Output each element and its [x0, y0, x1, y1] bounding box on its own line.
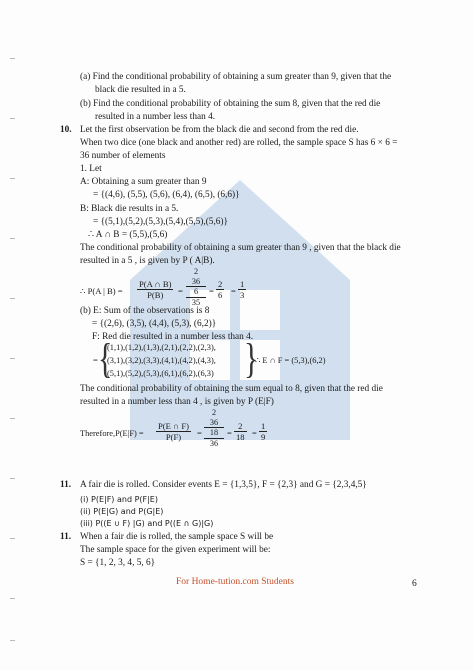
page-number: 6 [412, 579, 417, 589]
margin-mark [10, 58, 15, 59]
compound-fraction: 2 36 6 35 [186, 267, 206, 307]
question-a-line2: black die resulted in a 5. [95, 85, 186, 95]
margin-mark [10, 598, 15, 599]
question-a-line1: (a) Find the conditional probability of obtaining a sum greater than 9, given that the [80, 72, 392, 82]
margin-mark [10, 298, 15, 299]
margin-mark [10, 418, 15, 419]
solution-text: When two dice (one black and another red) are rolled, the sample space S has 6 × 6 = [80, 138, 398, 148]
margin-mark [10, 238, 15, 239]
fraction: $\frac{P(E \cap F)}{P(F)}$ [158, 421, 190, 442]
set-f-row: (5,1),(5,2),(5,3),(6,1),(6,2),(6,3) [107, 369, 214, 378]
margin-mark [10, 118, 15, 119]
fraction: $\frac{1}{9}$ [261, 421, 266, 442]
margin-mark [10, 478, 15, 479]
margin-mark [10, 178, 15, 179]
intersection-ef: ∴ E ∩ F = (5,3),(6,2) [255, 356, 326, 365]
equals-sign: = [178, 286, 183, 296]
equals-sign: = [93, 355, 98, 365]
question-b-line2: resulted in a number less than 4. [95, 112, 216, 122]
margin-mark [10, 538, 15, 539]
equals-sign: = [252, 428, 257, 438]
solution-text: 1. Let [80, 164, 102, 174]
solution-text: B: Black die results in a 5. [80, 204, 179, 214]
solution-text: (b) E: Sum of the observations is 8 [80, 306, 210, 316]
footer-text: For Home-tution.com Students [176, 577, 294, 587]
right-brace: } [244, 336, 259, 383]
fraction: $\frac{1}{3}$ [240, 279, 245, 300]
margin-mark [10, 640, 15, 641]
solution-text: F: Red die resulted in a number less than 4. [92, 332, 254, 342]
set-a: = {(4,6), (5,5), (5,6), (6,4), (6,5), (6,6)} [93, 190, 240, 200]
solution-text: When a fair die is rolled, the sample space S will be [80, 532, 274, 542]
intersection-ab: ∴ A ∩ B = (5,5),(5,6) [88, 230, 168, 240]
solution-text: A: Obtaining a sum greater than 9 [80, 177, 207, 187]
left-brace: { [98, 336, 113, 383]
solution-text: Let the first observation be from the black die and second from the red die. [80, 125, 359, 135]
question-number: 10. [60, 125, 72, 135]
solution-text: The conditional probability of obtaining a sum greater than 9 , given that the black die [80, 243, 401, 253]
question-b-line1: (b) Find the conditional probability of obtaining the sum 8, given that the red die [80, 99, 381, 109]
fraction: $\frac{2}{18}$ [236, 421, 245, 442]
compound-fraction: 2 36 18 36 [204, 408, 224, 448]
solution-text: The sample space for the given experiment will be: [80, 545, 271, 555]
set-b: = {(5,1),(5,2),(5,3),(5,4),(5,5),(5,6)} [93, 217, 228, 227]
question-part: (ii) P(E|G) and P(G|E) [80, 507, 164, 516]
solution-text: resulted in a 5 , is given by P ( A|B). [80, 256, 215, 266]
fraction: $\frac{2}{6}$ [218, 279, 223, 300]
fraction: $\frac{P(A \cap B)}{P(B)}$ [139, 279, 172, 300]
solution-text: 36 number of elements [80, 151, 166, 161]
set-f-row: (3,1),(3,2),(3,3),(4,1),(4,2),(4,3), [107, 356, 216, 365]
equation-lhs: ∴ P(A | B) = [80, 286, 123, 296]
solution-text: The conditional probability of obtaining the sum equal to 8, given that the red die [80, 384, 383, 394]
solution-text: resulted in a number less than 4 , is given by P (E|F) [80, 397, 274, 407]
equals-sign: = [227, 428, 232, 438]
question-text: A fair die is rolled. Consider events E = {1,3,5}, F = {2,3} and G = {2,3,4,5} [80, 480, 367, 490]
equation-lhs: Therefore,P(E|F) = [80, 429, 144, 438]
question-part: (iii) P((E ∪ F) |G) and P((E ∩ G)|G) [80, 519, 214, 528]
question-part: (i) P(E|F) and P(F|E) [80, 495, 158, 504]
set-f-row: (1,1),(1,2),(1,3),(2,1),(2,2),(2,3), [107, 343, 216, 352]
set-e: = {(2,6), (3,5), (4,4), (5,3), (6,2)} [92, 319, 217, 329]
sample-space: S = {1, 2, 3, 4, 5, 6} [80, 558, 156, 568]
question-number: 11. [60, 532, 72, 542]
equals-sign: = [209, 286, 214, 296]
equals-sign: = [197, 428, 202, 438]
margin-mark [10, 358, 15, 359]
question-number: 11. [60, 480, 72, 490]
equals-sign: = [231, 286, 236, 296]
